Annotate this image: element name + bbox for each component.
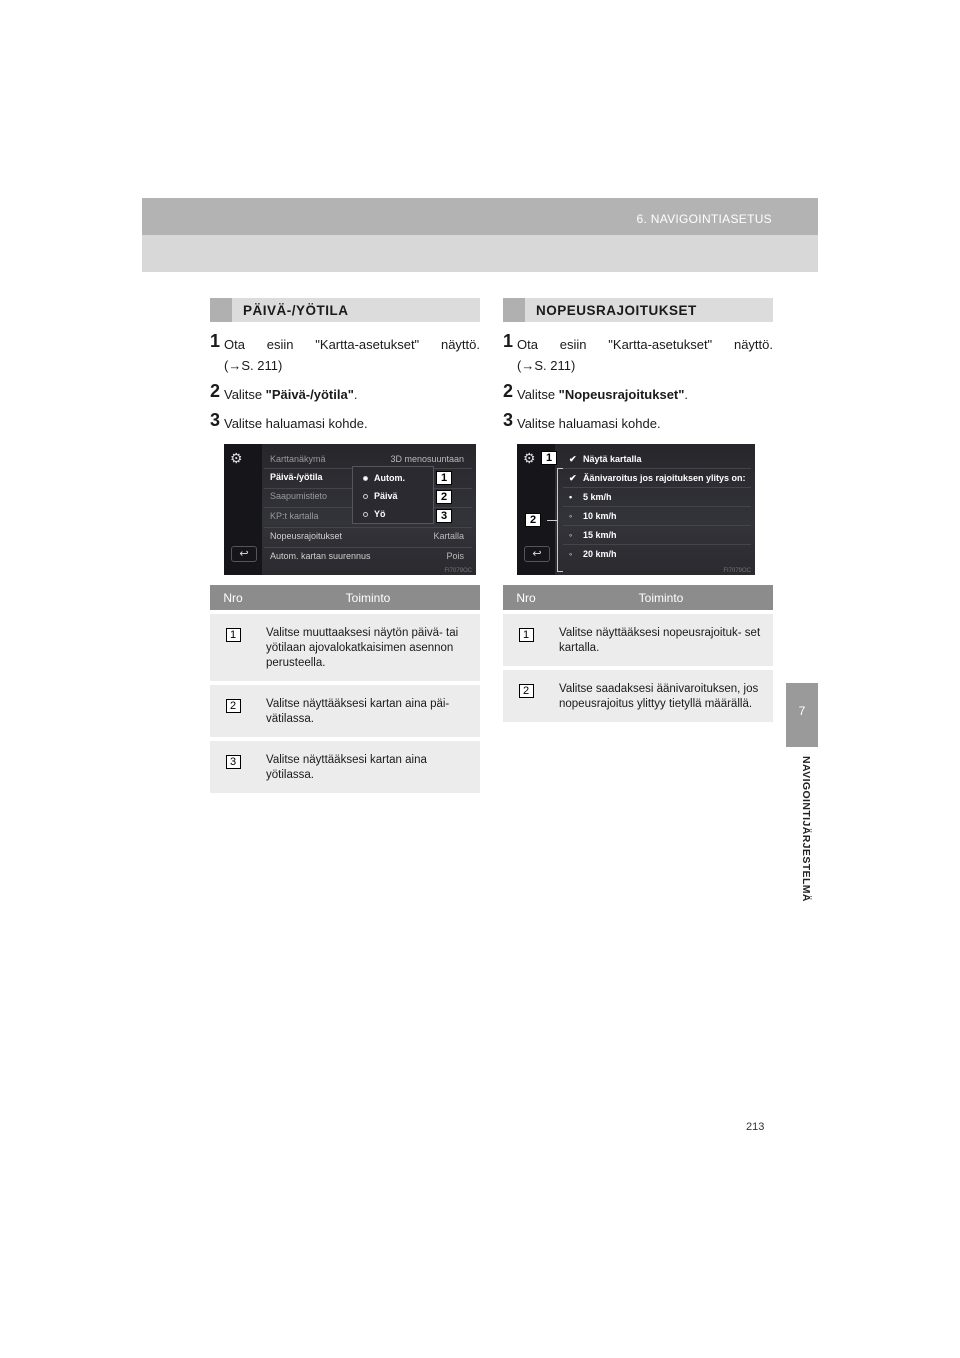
callout-badge-2: 2 <box>525 513 541 527</box>
table-header-row <box>503 585 773 612</box>
step-text-suffix: . <box>684 387 689 402</box>
option-15-kmh: ◦ 15 km/h <box>569 530 617 540</box>
table-row <box>210 612 480 683</box>
section-header <box>503 298 773 322</box>
callout-badge-3: 3 <box>436 509 452 523</box>
callout-badge-1: 1 <box>541 451 557 465</box>
chapter-number: 7 <box>798 704 806 718</box>
section-title: NOPEUSRAJOITUKSET <box>536 303 697 318</box>
function-table <box>210 585 480 793</box>
column-header-no: Nro <box>210 585 256 612</box>
step-2 <box>503 381 773 405</box>
step-text: Ota esiin "Kartta-asetukset" näyttö. <box>224 337 480 352</box>
screen-image-day-night <box>224 444 476 575</box>
menu-row: Nopeusrajoitukset <box>270 531 343 541</box>
page-number: 213 <box>746 1121 765 1133</box>
option-audio-warning: ✔ Äänivaroitus jos rajoituksen ylitys on: <box>569 473 746 483</box>
step-1 <box>503 331 773 376</box>
table-row <box>210 683 480 739</box>
section-header-block <box>210 298 232 322</box>
option-5-kmh: • 5 km/h <box>569 492 612 502</box>
step-number: 2 <box>210 381 221 401</box>
step-number: 3 <box>503 410 514 430</box>
image-code: FI7079OC <box>723 568 751 574</box>
column-header-no: Nro <box>503 585 549 612</box>
step-text-prefix: Valitse <box>517 387 559 402</box>
menu-value: Pois <box>446 551 464 561</box>
step-ref: (→S. 211) <box>517 358 576 373</box>
section-header-block <box>503 298 525 322</box>
column-header-function: Toiminto <box>256 585 480 612</box>
step-1 <box>210 331 480 376</box>
back-arrow-icon: ↩ <box>231 546 257 562</box>
table-cell-text: Valitse muuttaaksesi näytön päivä- tai yötilaan ajovalokatkaisimen asennon perusteella. <box>256 612 480 683</box>
step-2 <box>210 381 480 405</box>
step-text: Ota esiin "Kartta-asetukset" näyttö. <box>517 337 773 352</box>
section-title: PÄIVÄ-/YÖTILA <box>243 303 349 318</box>
number-box: 1 <box>226 628 241 642</box>
step-3 <box>503 410 773 434</box>
option-10-kmh: ◦ 10 km/h <box>569 511 617 521</box>
section-header <box>210 298 480 322</box>
step-number: 1 <box>210 331 221 351</box>
menu-row-selected: Päivä-/yötila <box>270 472 323 482</box>
option-day: Päivä <box>363 491 398 501</box>
menu-row: Saapumistieto <box>270 491 328 501</box>
function-table <box>503 585 773 722</box>
step-number: 3 <box>210 410 221 430</box>
back-arrow-icon: ↩ <box>524 546 550 562</box>
step-text: Valitse haluamasi kohde. <box>517 416 661 431</box>
column-header-function: Toiminto <box>549 585 773 612</box>
callout-badge-1: 1 <box>436 471 452 485</box>
step-text: Valitse haluamasi kohde. <box>224 416 368 431</box>
menu-value: Kartalla <box>433 531 464 541</box>
step-text-prefix: Valitse <box>224 387 266 402</box>
step-text-emph: "Nopeusrajoitukset" <box>558 387 685 402</box>
option-auto: Autom. <box>363 473 405 483</box>
section-speed-limits <box>503 298 773 722</box>
table-row <box>503 668 773 722</box>
table-cell-text: Valitse näyttääksesi kartan aina yötilassa. <box>256 739 480 793</box>
step-number: 1 <box>503 331 514 351</box>
screen-image-speed-limits <box>517 444 755 575</box>
chapter-title: 6. NAVIGOINTIASETUS <box>636 212 772 226</box>
callout-bracket <box>557 468 563 572</box>
option-popup <box>352 466 434 524</box>
menu-row: Karttanäkymä <box>270 454 326 464</box>
settings-gear-icon: ⚙ <box>523 450 536 466</box>
step-text-emph: "Päivä-/yötila" <box>265 387 354 402</box>
option-night: Yö <box>363 509 386 519</box>
menu-value: 3D menosuuntaan <box>390 454 464 464</box>
settings-gear-icon: ⚙ <box>230 450 243 466</box>
table-cell-text: Valitse näyttääksesi kartan aina päi- vätilassa. <box>256 683 480 739</box>
number-box: 1 <box>519 628 534 642</box>
image-code: FI7079OC <box>444 568 472 574</box>
callout-badge-2: 2 <box>436 490 452 504</box>
table-header-row <box>210 585 480 612</box>
step-3 <box>210 410 480 434</box>
number-box: 2 <box>226 699 241 713</box>
menu-row: KP:t kartalla <box>270 511 319 521</box>
section-day-night <box>210 298 480 793</box>
option-show-on-map: ✔ Näytä kartalla <box>569 454 642 464</box>
table-cell-text: Valitse saadaksesi äänivaroituksen, jos nopeusrajoitus ylittyy tietyllä määrällä. <box>549 668 773 722</box>
chapter-side-label: NAVIGOINTIJÄRJESTELMÄ <box>800 756 812 902</box>
number-box: 2 <box>519 684 534 698</box>
table-row <box>503 612 773 668</box>
step-text-suffix: . <box>353 387 358 402</box>
table-row <box>210 739 480 793</box>
number-box: 3 <box>226 755 241 769</box>
menu-row: Autom. kartan suurennus <box>270 551 371 561</box>
option-20-kmh: ◦ 20 km/h <box>569 549 617 559</box>
step-number: 2 <box>503 381 514 401</box>
table-cell-text: Valitse näyttääksesi nopeusrajoituk- set kartalla. <box>549 612 773 668</box>
step-ref: (→S. 211) <box>224 358 283 373</box>
